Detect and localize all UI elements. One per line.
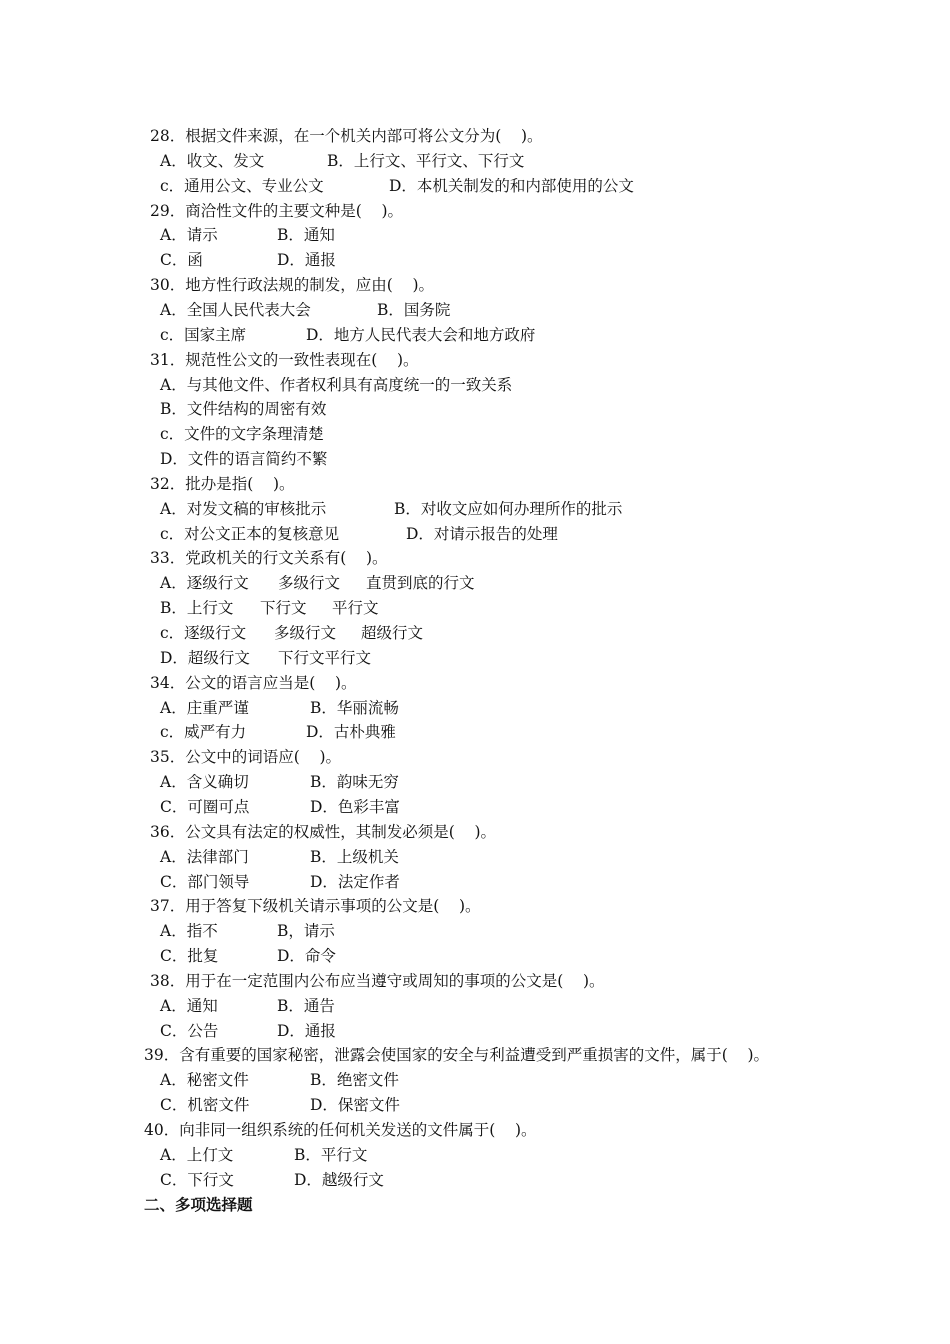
- answer-option: B．上行文、平行文、下行文: [327, 151, 525, 170]
- question-stem: 36．公文具有法定的权威性，其制发必须是( )。: [150, 822, 497, 841]
- answer-option: B．韵味无穷: [310, 773, 399, 792]
- option-row: [0, 174, 950, 198]
- answer-option: D．保密文件: [310, 1096, 400, 1115]
- answer-option: D．本机关制发的和内部使用的公文: [389, 176, 634, 195]
- answer-option: B．通告: [277, 996, 335, 1015]
- answer-option: A．秘密文件: [160, 1071, 249, 1090]
- option-row: [0, 149, 950, 173]
- answer-option: c．文件的文字条理清楚: [160, 425, 324, 444]
- answer-option: 多级行文: [274, 624, 337, 642]
- answer-option: c．逐级行文: [160, 624, 247, 642]
- answer-option: D．超级行文: [160, 648, 250, 667]
- answer-option: C．下行文: [160, 1170, 234, 1189]
- answer-option: 下行文平行文: [278, 648, 372, 667]
- question-stem: 40．向非同一组织系统的任何机关发送的文件属于( )。: [144, 1121, 537, 1139]
- answer-option: D．色彩丰富: [310, 797, 400, 816]
- option-row: [0, 1093, 950, 1117]
- question-stem: 28．根据文件来源，在一个机关内部可将公文分为( )。: [150, 127, 543, 145]
- option-row: [0, 373, 950, 397]
- option-row: [0, 248, 950, 272]
- option-row: [0, 1168, 950, 1192]
- option-row: [0, 1068, 950, 1092]
- option-row: [0, 1143, 950, 1167]
- answer-option: A．收文、发文: [160, 151, 265, 170]
- answer-option: A．通知: [160, 996, 218, 1015]
- answer-option: A．法律部门: [160, 847, 249, 866]
- question-stem: 32．批办是指( )。: [150, 474, 295, 493]
- option-row: [0, 397, 950, 421]
- answer-option: B．华丽流畅: [310, 698, 399, 717]
- option-row: [0, 497, 950, 521]
- answer-option: A．对发文稿的审核批示: [160, 499, 327, 518]
- answer-option: C．函: [160, 251, 203, 270]
- answer-option: D．通报: [277, 251, 336, 270]
- question-stem: 29．商洽性文件的主要文种是( )。: [150, 201, 404, 220]
- question-stem: 33．党政机关的行文关系有( )。: [150, 549, 388, 568]
- answer-option: A．请示: [160, 226, 218, 245]
- answer-option: c．威严有力: [160, 723, 247, 742]
- option-row: [0, 720, 950, 744]
- option-row: [0, 646, 950, 670]
- answer-option: A．庄重严谨: [160, 698, 249, 717]
- answer-option: 平行文: [332, 599, 379, 618]
- answer-option: A．与其他文件、作者权利具有高度统一的一致关系: [160, 375, 513, 394]
- answer-option: A．含义确切: [160, 773, 249, 792]
- answer-option: D．地方人民代表大会和地方政府: [306, 325, 536, 344]
- answer-option: 多级行文: [278, 574, 341, 593]
- answer-option: C．机密文件: [160, 1096, 250, 1115]
- answer-option: D．法定作者: [310, 872, 400, 891]
- answer-option: C．可圈可点: [160, 797, 250, 816]
- question-stem: 38．用于在一定范围内公布应当遵守或周知的事项的公文是( )。: [150, 971, 605, 990]
- option-row: [0, 994, 950, 1018]
- answer-option: A．全国人民代表大会: [160, 300, 311, 319]
- option-row: [0, 447, 950, 471]
- answer-option: B．上级机关: [310, 847, 399, 866]
- option-row: [0, 571, 950, 595]
- answer-option: B．通知: [277, 226, 335, 245]
- option-row: [0, 944, 950, 968]
- answer-option: B，请示: [277, 922, 335, 941]
- answer-option: A．上仃文: [160, 1145, 234, 1164]
- question-stem: 31．规范性公文的一致性表现在( )。: [150, 350, 419, 369]
- answer-option: B．平行文: [294, 1145, 368, 1164]
- option-row: [0, 770, 950, 794]
- option-row: [0, 223, 950, 247]
- answer-option: 超级行文: [361, 624, 424, 642]
- question-stem: 30．地方性行政法规的制发，应由( )。: [150, 276, 435, 295]
- question-stem: 37．用于答复下级机关请示事项的公文是( )。: [150, 897, 481, 916]
- answer-option: C．部门领导: [160, 872, 250, 891]
- answer-option: c．通用公文、专业公文: [160, 176, 324, 195]
- answer-option: B．上行文: [160, 599, 234, 618]
- option-row: [0, 795, 950, 819]
- answer-option: B．对收文应如何办理所作的批示: [394, 499, 623, 518]
- answer-option: B．国务院: [377, 300, 451, 319]
- answer-option: D．对请示报告的处理: [406, 524, 558, 543]
- option-row: [0, 596, 950, 620]
- answer-option: D．文件的语言简约不繁: [160, 450, 328, 469]
- option-row: [0, 522, 950, 546]
- answer-option: D．命令: [277, 947, 336, 966]
- answer-option: C．公告: [160, 1021, 219, 1040]
- answer-option: B．绝密文件: [310, 1071, 399, 1090]
- option-row: [0, 1019, 950, 1043]
- option-row: [0, 422, 950, 446]
- answer-option: B．文件结构的周密有效: [160, 400, 327, 419]
- option-row: [0, 696, 950, 720]
- answer-option: D．通报: [277, 1021, 336, 1040]
- answer-option: D．古朴典雅: [306, 723, 396, 742]
- answer-option: c．对公文正本的复核意见: [160, 524, 340, 543]
- answer-option: A．指不: [160, 922, 218, 941]
- answer-option: 直贯到底的行文: [366, 574, 475, 593]
- answer-option: A．逐级行文: [160, 574, 249, 593]
- answer-option: C．批复: [160, 947, 219, 966]
- answer-option: 下行文: [260, 599, 307, 618]
- question-stem: 34．公文的语言应当是( )。: [150, 673, 357, 692]
- option-row: [0, 870, 950, 894]
- option-row: [0, 323, 950, 347]
- answer-option: D．越级行文: [294, 1170, 384, 1189]
- option-row: [0, 298, 950, 322]
- answer-option: c．国家主席: [160, 325, 247, 344]
- question-stem: 35．公文中的词语应( )。: [150, 748, 342, 767]
- question-stem: 39．含有重要的国家秘密，泄露会使国家的安全与利益遭受到严重损害的文件，属于( )。: [144, 1046, 770, 1065]
- option-row: [0, 919, 950, 943]
- option-row: [0, 845, 950, 869]
- option-row: [0, 621, 950, 645]
- section-heading: 二、多项选择题: [144, 1194, 253, 1214]
